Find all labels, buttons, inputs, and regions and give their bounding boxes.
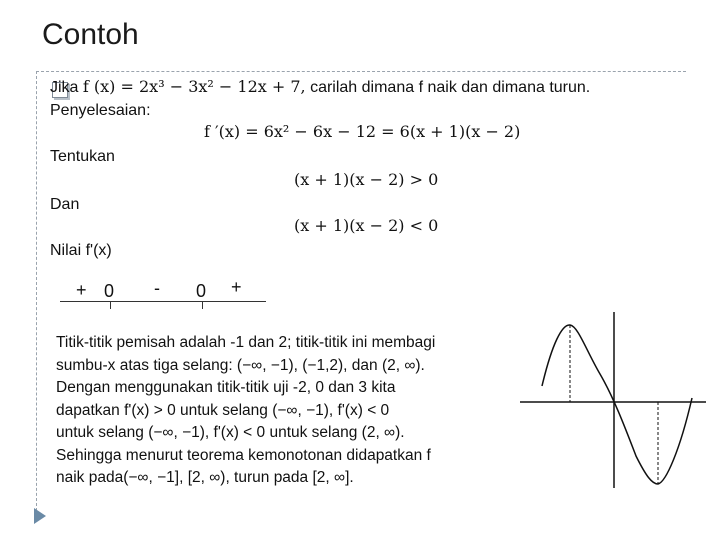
explanation-line: Dengan menggunakan titik-titik uji -2, 0 dan 3 kita — [56, 379, 396, 396]
placeholder-border-top — [36, 71, 686, 72]
explanation-line: naik pada(−∞, −1], [2, ∞), turun pada [2, ∞]. — [56, 469, 354, 486]
number-line-tick — [202, 301, 203, 309]
function-curve — [542, 325, 692, 484]
explanation-line: sumbu-x atas tiga selang: (−∞, −1), (−1,2), dan (2, ∞). — [56, 356, 425, 374]
number-line-tick — [110, 301, 111, 309]
problem-function: f (x) = 2x³ − 3x² − 12x + 7, — [82, 77, 306, 96]
find-label: Tentukan — [50, 148, 115, 165]
derivative-value-label: Nilai f'(x) — [50, 242, 112, 259]
sign-zero-right: 0 — [196, 281, 207, 301]
function-graph — [520, 310, 710, 492]
sign-negative-middle: - — [154, 278, 160, 298]
explanation-line: untuk selang (−∞, −1), f'(x) < 0 untuk selang (2, ∞). — [56, 424, 405, 441]
sign-zero-left: 0 — [104, 281, 115, 301]
inequality-negative: (x + 1)(x − 2) < 0 — [294, 216, 439, 235]
explanation-line: Titik-titik pemisah adalah -1 dan 2; titik-titik ini membagi — [56, 334, 436, 351]
solution-label: Penyelesaian: — [50, 102, 151, 119]
sign-positive-right: + — [231, 277, 242, 297]
inequality-positive: (x + 1)(x − 2) > 0 — [294, 170, 439, 189]
problem-prefix: Jika — [50, 79, 83, 96]
and-label: Dan — [50, 196, 80, 213]
sign-positive-left: + — [76, 280, 87, 300]
explanation-line: dapatkan f'(x) > 0 untuk selang (−∞, −1), f'(x) < 0 — [56, 401, 390, 419]
placeholder-border-left — [36, 71, 37, 511]
slide-title: Contoh — [42, 18, 139, 51]
explanation-paragraph — [56, 332, 476, 490]
next-slide-arrow-icon[interactable] — [34, 508, 46, 524]
problem-statement — [50, 77, 590, 97]
explanation-line: Sehingga menurut teorema kemonotonan didapatkan f — [56, 446, 431, 464]
derivative-equation: f ′(x) = 6x² − 6x − 12 = 6(x + 1)(x − 2) — [204, 122, 521, 141]
number-line — [60, 301, 266, 302]
problem-suffix: carilah dimana f naik dan dimana turun. — [305, 79, 591, 96]
